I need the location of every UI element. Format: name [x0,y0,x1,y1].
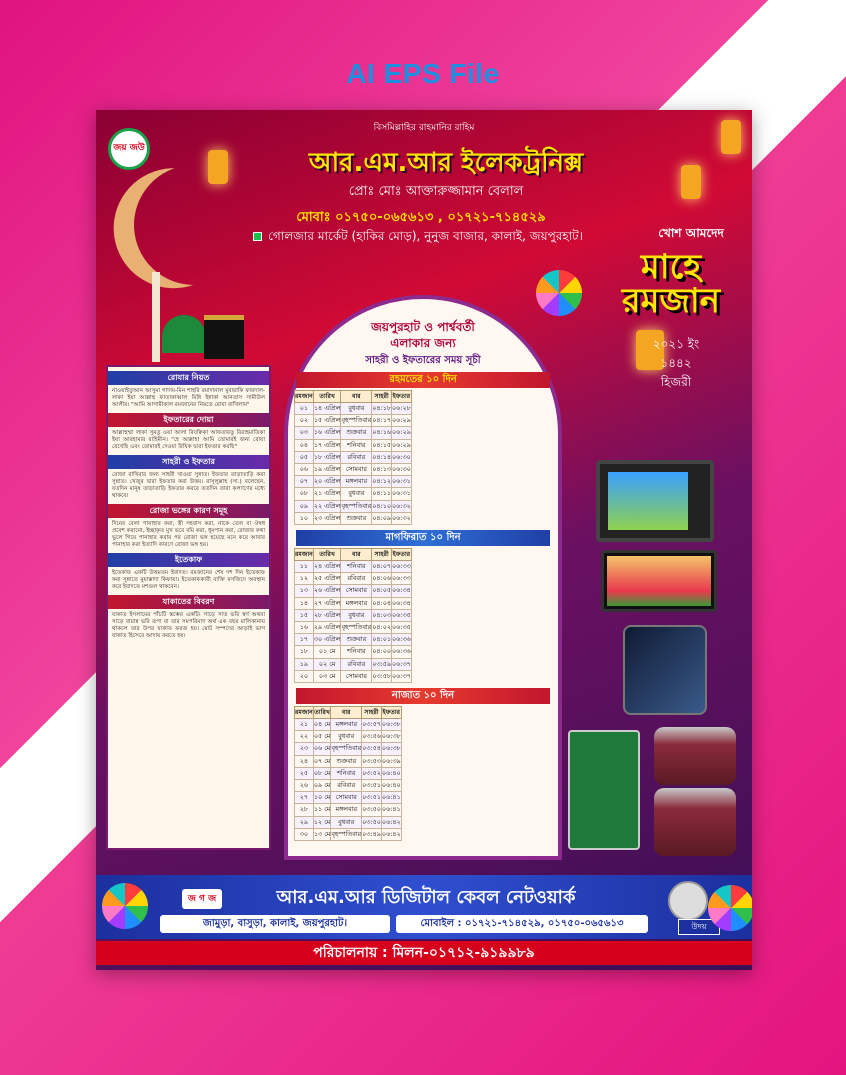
table-cell: সোমবার [341,585,372,597]
table-cell: ০৬:৪১ [381,792,401,804]
section-title-magfirat: মাগফিরাত ১০ দিন [296,530,550,546]
year-block [616,335,736,393]
section-heading: ইতেকাফ [108,553,269,567]
column-header: বার [331,707,362,719]
table-cell: ০৬:৩৫ [392,621,412,633]
table-cell: ০৪:০২ [372,621,392,633]
column-header: তারিখ [313,707,330,719]
year-hijri-label: হিজরী [660,375,692,390]
table-row [295,403,412,415]
shop-address-text: গোলজার মার্কেট (হাকির মোড়), নুনুজ বাজার, কালাই, জয়পুরহাট। [268,229,583,243]
rice-cooker-image [654,788,736,856]
table-cell: বৃহস্পতিবার [341,500,372,512]
table-cell: ০৬:৩৮ [381,743,401,755]
table-cell: ১৯ [295,658,314,670]
table-cell: ০৬:৩৬ [392,634,412,646]
table-cell: রবিবার [331,779,362,791]
ramadan-poster [96,110,752,970]
table-cell: বৃহস্পতিবার [341,621,372,633]
table-cell: ২৯ [295,816,314,828]
section-text: দিনের বেলা পানাহার করা, স্ত্রী সহবাস করা, নাকে তেল বা ঔষধ প্রবেশ করানো, ইচ্ছাকৃত মুখ ভরে বমি করা, ধূমপান করা, রোজার কথা ভুলে গিয়ে পানাহার করার পর রোজা ভঙ্গ হয়েছে মনে করে আবার পানাহার করা ইত্যাদি কারণে রোজা ভঙ্গ হয়। [112,520,265,548]
table-cell: রবিবার [341,573,372,585]
director-line: পরিচালনায় : মিলন-০১৭১২-৯১৯৯৮৯ [96,941,752,965]
table-row [295,792,402,804]
left-info-column [106,365,271,850]
table-cell: ০৪:১০ [372,500,392,512]
table-cell: ০৬:৩১ [392,488,412,500]
year-hijri-number: ১৪৪২ [660,356,692,371]
section-title-rahmat: রহমতের ১০ দিন [296,372,550,388]
table-cell: ০৬:৩৫ [392,609,412,621]
cable-mobile: মোবাইল : ০১৭২১-৭১৪৫২৯, ০১৭৫০-০৬৫৬১৩ [396,915,648,933]
table-cell: ২০ এপ্রিল [313,476,341,488]
table-cell: ২৮ [295,804,314,816]
owner-name: প্রোঃ মোঃ আক্তারুজ্জামান বেলাল [348,184,524,199]
cable-logo: জ গ জ [182,889,222,909]
table-row [295,719,402,731]
table-cell: শনিবার [341,439,372,451]
table-cell: সোমবার [331,792,362,804]
table-cell: শনিবার [341,646,372,658]
bismillah-text: বিসমিল্লাহির রাহমানির রাহিম [373,123,475,133]
table-cell: ১৩ [295,585,314,597]
table-cell: বুধবার [341,403,372,415]
schedule-table-najat [294,706,402,841]
table-cell: ০৬:৪০ [381,767,401,779]
table-cell: শনিবার [341,561,372,573]
column-header: বার [341,549,372,561]
table-cell: ০৪:০৯ [372,512,392,524]
cable-title: আর.এম.আর ডিজিটাল কেবল নেটওয়ার্ক [276,887,576,908]
table-cell: ১৭ এপ্রিল [313,439,341,451]
column-header: ইফতার [392,391,412,403]
table-cell: ০৩:৪৯ [362,828,382,840]
table-cell: ০৩:৫৮ [372,670,392,682]
table-cell: মঙ্গলবার [341,597,372,609]
table-row [295,597,412,609]
table-cell: ২৬ [295,779,314,791]
table-cell: ০৫ মে [313,731,330,743]
table-row [295,609,412,621]
section-heading: রোজা ভঙ্গের কারণ সমূহ [108,504,269,518]
file-type-tag: AI EPS File [346,58,500,89]
table-cell: ৩০ [295,828,314,840]
table-row [295,415,412,427]
table-row [295,439,412,451]
table-cell: ১৪ এপ্রিল [313,403,341,415]
column-header: ইফতার [381,707,401,719]
table-header [295,707,402,719]
table-cell: ০৪:০০ [372,646,392,658]
section-title-najat: নাজাত ১০ দিন [296,688,550,704]
table-cell: ০৬ মে [313,743,330,755]
table-cell: ২৮ এপ্রিল [313,609,341,621]
table-cell: রবিবার [341,451,372,463]
table-cell: ২২ [295,731,314,743]
table-cell: বৃহস্পতিবার [331,828,362,840]
table-cell: ০৮ মে [313,767,330,779]
table-cell: ০৪:০১ [372,634,392,646]
top-banner [0,0,846,100]
table-cell: ০৬:৩৯ [381,755,401,767]
table-cell: ১৬ এপ্রিল [313,427,341,439]
table-cell: ৩০ এপ্রিল [313,634,341,646]
table-row [295,646,412,658]
rice-cooker-image [654,727,736,785]
table-cell: ০৭ মে [313,755,330,767]
section-text: যাকাত ইসলামের পাঁচটি স্তম্ভের একটি। সাড়ে সাত ভরি স্বর্ণ অথবা সাড়ে বায়ান্ন ভরি রূপা বা তার সমপরিমাণ অর্থ এক বছর মালিকানায় থাকলে তার উপর যাকাত ফরজ হয়। মোট সম্পদের আড়াই ভাগ যাকাত হিসেবে আদায় করতে হয়। [112,611,265,639]
table-cell: বুধবার [341,609,372,621]
table-cell: ০২ [295,415,314,427]
table-cell: ১৬ [295,621,314,633]
table-cell: ০৩:৫১ [362,779,382,791]
table-row [295,779,402,791]
table-cell: শুক্রবার [341,512,372,524]
table-cell: ০১ [295,403,314,415]
table-row [295,463,412,475]
table-cell: ০৪:১৩ [372,463,392,475]
table-cell: ০৩:৫৯ [372,658,392,670]
section-heading: ইফতারের দোয়া [108,413,269,427]
area-line-2: এলাকার জন্য [390,336,456,350]
lantern-icon [681,165,701,199]
table-cell: ০৪:০৩ [372,609,392,621]
smartphone-image [623,625,707,715]
table-cell: ০৬:২৯ [392,427,412,439]
section-text: নাওয়াইতুআন আসুমা গাদাম-মিন শাহরি রমাদানাল মুবারাকি ফারদাল-লাকা ইয়া আল্লাহু ফাতাকাব্বাল মিন্নি ইন্নাকা আনতাস সামীউল আলীম। "আমি আগামীকাল রমজানের নিয়তে রোযা রাখিলাম" [112,388,265,408]
satellite-dish-icon [668,881,708,921]
table-cell: ০৪:১২ [372,476,392,488]
area-line-1: জয়পুরহাট ও পার্শ্ববর্তী [371,320,475,334]
table-cell: ০৩:৫১ [362,792,382,804]
lantern-icon [208,150,228,184]
table-cell: ০৮ [295,488,314,500]
table-row [295,621,412,633]
table-cell: ২৩ এপ্রিল [313,512,341,524]
table-cell: ১৮ এপ্রিল [313,451,341,463]
table-cell: ০৪:১১ [372,488,392,500]
table-cell: ১৫ [295,609,314,621]
udoy-logo: উদয় [678,919,720,935]
table-cell: ০৩:৫২ [362,767,382,779]
table-row [295,670,412,682]
table-row [295,476,412,488]
table-cell: ০৬:৩০ [392,463,412,475]
table-row [295,828,402,840]
table-cell: ০৪:০৫ [372,585,392,597]
schedule-subtitle: সাহরী ও ইফতারের সময় সূচী [365,355,481,366]
table-cell: শনিবার [331,767,362,779]
table-cell: ২১ [295,719,314,731]
table-row [295,658,412,670]
table-cell: শুক্রবার [331,755,362,767]
table-cell: ০৬:৩৩ [392,573,412,585]
table-cell: ০৩:৫৭ [362,719,382,731]
table-cell: ১১ [295,561,314,573]
table-cell: ২২ এপ্রিল [313,500,341,512]
table-cell: ১৭ [295,634,314,646]
cable-network-band [96,875,752,939]
table-cell: ২১ এপ্রিল [313,488,341,500]
column-header: রমজান [295,549,314,561]
pinwheel-icon [102,883,148,929]
table-cell: মঙ্গলবার [331,719,362,731]
table-cell: ০৬:৩২ [392,512,412,524]
table-cell: ০৩:৫৪ [362,743,382,755]
table-row [295,500,412,512]
table-cell: ০৪ মে [313,719,330,731]
table-cell: ০৩:৫৩ [362,755,382,767]
table-cell: ২৫ [295,767,314,779]
welcome-text: খোশ আমদেদ [658,226,724,240]
table-cell: ০৬:৩০ [392,451,412,463]
table-cell: ১৯ এপ্রিল [313,463,341,475]
table-cell: ০২ মে [313,658,341,670]
table-cell: সোমবার [341,463,372,475]
section-heading: সাহরী ও ইফতার [108,455,269,469]
table-row [295,767,402,779]
table-cell: ০৬:৪২ [381,828,401,840]
section-text: আল্লাহুম্মা লাকা সুমতু ওয়া আলা রিযক্বিকা আফতারতু বিরাহমাতিকা ইয়া আরহামার রাহিমীন। "হে আল্লাহ! আমি তোমারই জন্য রোযা রেখেছি এবং তোমারই দেওয়া রিযিক দ্বারা ইফতার করছি" [112,429,265,450]
column-header: রমজান [295,707,314,719]
table-cell: ০৬:৩৭ [392,670,412,682]
table-row [295,561,412,573]
table-cell: ০১ মে [313,646,341,658]
table-cell: ১২ মে [313,816,330,828]
table-cell: ০৪:০৬ [372,573,392,585]
table-row [295,804,402,816]
table-row [295,755,402,767]
table-cell: ২৪ [295,755,314,767]
table-cell: সোমবার [341,670,372,682]
table-cell: ০৪:০৪ [372,597,392,609]
table-cell: ২৯ এপ্রিল [313,621,341,633]
table-cell: ০৬:২৯ [392,415,412,427]
table-cell: ১০ মে [313,792,330,804]
table-row [295,427,412,439]
column-header: ইফতার [392,549,412,561]
table-cell: ০৪:০৭ [372,561,392,573]
table-row [295,573,412,585]
table-row [295,634,412,646]
section-heading: যাকাতের বিবরণ [108,595,269,609]
bullet-icon [253,232,262,241]
table-cell: ২০ [295,670,314,682]
table-cell: ০৪:১৬ [372,427,392,439]
table-header [295,549,412,561]
column-header: সাহরী [372,391,392,403]
table-cell: ০৬:৪১ [381,804,401,816]
lantern-icon [721,120,741,154]
column-header: তারিখ [313,391,341,403]
table-cell: ০৪ [295,439,314,451]
pinwheel-icon [536,270,582,316]
table-cell: ০৬:৩৮ [381,719,401,731]
table-cell: ০৬:৪২ [381,816,401,828]
mosque-dome-icon [162,315,206,353]
table-cell: ০৬:৩৬ [392,646,412,658]
pinwheel-icon [708,885,752,931]
table-cell: ১১ মে [313,804,330,816]
column-header: রমজান [295,391,314,403]
table-cell: শুক্রবার [341,427,372,439]
table-row [295,816,402,828]
table-cell: ০৬ [295,463,314,475]
table-cell: বুধবার [331,816,362,828]
table-cell: ০৩ [295,427,314,439]
table-cell: ০৯ মে [313,779,330,791]
table-cell: ০৬:৩৪ [392,597,412,609]
crt-tv-image [596,460,714,542]
table-cell: ০৪:১৪ [372,451,392,463]
table-cell: ০৪:১৫ [372,439,392,451]
table-cell: ০৯ [295,500,314,512]
table-cell: ১০ [295,512,314,524]
table-cell: ০৭ [295,476,314,488]
table-cell: ২৭ এপ্রিল [313,597,341,609]
table-cell: বুধবার [341,488,372,500]
table-cell: ০৩:৫৬ [362,731,382,743]
table-cell: ০৩ মে [313,670,341,682]
table-cell: ০৬:৩২ [392,500,412,512]
table-cell: ০৫ [295,451,314,463]
table-row [295,585,412,597]
schedule-table-magfirat [294,548,412,683]
table-cell: বুধবার [331,731,362,743]
table-cell: ০৬:৩১ [392,476,412,488]
minaret-icon [152,272,160,362]
section-text: ইতেকাফ একটি উত্তমতম ইবাদত। রমজানের শেষ দশ দিন ইতেকাফ করা সুন্নাতে মুয়াক্কাদা কিফায়া। ইতেকাফকারী ব্যক্তি মসজিদে অবস্থান করে ইবাদতে মশগুল থাকবেন। [112,569,265,590]
table-row [295,512,412,524]
table-cell: ০৬:৩৭ [392,658,412,670]
table-cell: ১৩ মে [313,828,330,840]
table-cell: ১৮ [295,646,314,658]
schedule-table-rahmat [294,390,412,525]
table-cell: ০৪:১৮ [372,403,392,415]
cable-area: জামুড়া, বাসুড়া, কালাই, জয়পুরহাট। [160,915,390,933]
shop-title: আর.এম.আর ইলেকট্রনিক্স [308,148,584,178]
shop-logo: জয় জউ [108,128,150,170]
shop-address [228,228,608,248]
kaaba-icon [204,315,244,359]
table-cell: ০৩:৫০ [362,816,382,828]
shop-mobile: মোবাঃ ০১৭৫০-০৬৫৬১৩ , ০১৭২১-৭১৪৫২৯ [296,210,546,225]
table-cell: ০৩:৫০ [362,804,382,816]
table-cell: ২৭ [295,792,314,804]
table-cell: ০৪:১৭ [372,415,392,427]
table-cell: ২৬ এপ্রিল [313,585,341,597]
table-row [295,451,412,463]
table-cell: ০৬:২৮ [392,403,412,415]
schedule-arch [284,295,562,860]
table-cell: ০৬:৪০ [381,779,401,791]
table-row [295,743,402,755]
led-tv-image [601,550,717,612]
table-cell: ২৪ এপ্রিল [313,561,341,573]
column-header: সাহরী [362,707,382,719]
table-row [295,488,412,500]
circuit-board-image [568,730,640,850]
table-cell: ১২ [295,573,314,585]
column-header: সাহরী [372,549,392,561]
table-cell: মঙ্গলবার [331,804,362,816]
column-header: বার [341,391,372,403]
table-cell: শুক্রবার [341,634,372,646]
table-cell: ২৩ [295,743,314,755]
table-cell: ২৫ এপ্রিল [313,573,341,585]
table-cell: ০৬:৩৩ [392,561,412,573]
table-cell: ১৫ এপ্রিল [313,415,341,427]
table-row [295,731,402,743]
column-header: তারিখ [313,549,341,561]
table-cell: ০৬:৩৮ [381,731,401,743]
table-cell: মঙ্গলবার [341,476,372,488]
table-cell: বৃহস্পতিবার [331,743,362,755]
mahe-ramzan-title: মাহে রমজান [621,247,721,321]
section-text: রোজা রাখিবার জন্য সাহরী খাওয়া সুন্নাত। ইফতার তাড়াতাড়ি করা সুন্নাত। খেজুর দ্বারা ইফতার করা উত্তম। রাসূলুল্লাহ (সা.) বলেছেন, যতদিন মানুষ তাড়াতাড়ি ইফতার করবে ততদিন তারা কল্যাণের মধ্যে থাকবে। [112,471,265,499]
table-cell: ০৬:৩৪ [392,585,412,597]
table-cell: ১৪ [295,597,314,609]
table-cell: রবিবার [341,658,372,670]
table-cell: বৃহস্পতিবার [341,415,372,427]
section-heading: রোযার নিয়ত [108,371,269,385]
table-header [295,391,412,403]
year-ad: ২০২১ ইং [652,337,700,351]
table-cell: ০৬:২৯ [392,439,412,451]
